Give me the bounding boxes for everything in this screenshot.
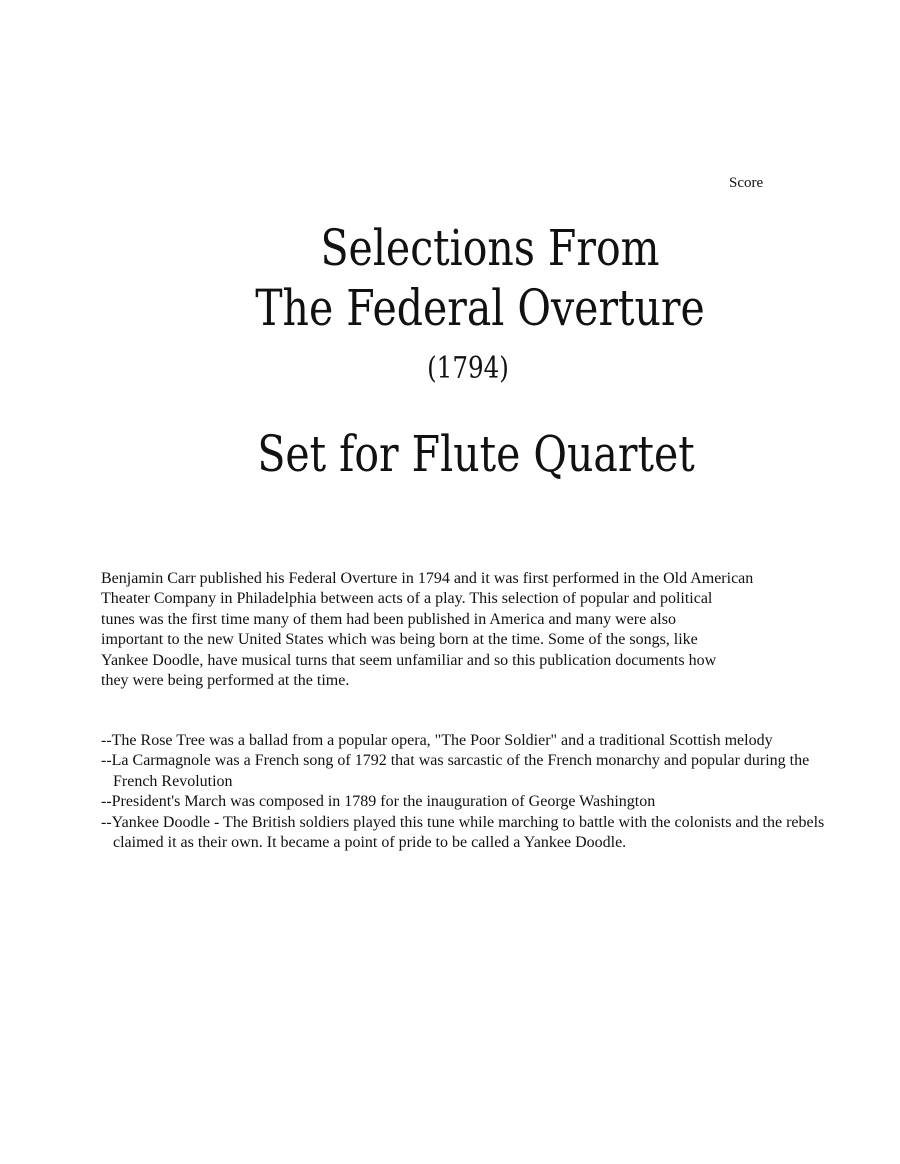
title-line-1: Selections From [320,219,660,277]
title-year: (1794) [427,351,509,386]
note-item-la-carmagnole: --La Carmagnole was a French song of 1792 that was sarcastic of the French monarchy and popular during the French Revolution [101,752,810,790]
note-item-presidents-march: --President's March was composed in 1789 for the inauguration of George Washington [101,793,656,811]
title-line-2: The Federal Overture [255,279,705,337]
score-label: Score [729,175,764,191]
notes-list [101,731,841,853]
subtitle-instrumentation: Set for Flute Quartet [257,425,695,483]
intro-paragraph: Benjamin Carr published his Federal Overture in 1794 and it was first performed in the Old American Theater Company in Philadelphia between acts of a play. This selection of popular and political tunes was the first time many of them had been published in America and many were also important to the new United States which was being born at the time. Some of the songs, like Yankee Doodle, have musical turns that seem unfamiliar and so this publication documents how they were being performed at the time. [101,570,754,690]
note-item-yankee-doodle: --Yankee Doodle - The British soldiers played this tune while marching to battle with the colonists and the rebels claimed it as their own. It became a point of pride to be called a Yankee Doodle. [101,813,825,852]
note-item-rose-tree: --The Rose Tree was a ballad from a popular opera, "The Poor Soldier" and a traditional Scottish melody [101,732,773,749]
